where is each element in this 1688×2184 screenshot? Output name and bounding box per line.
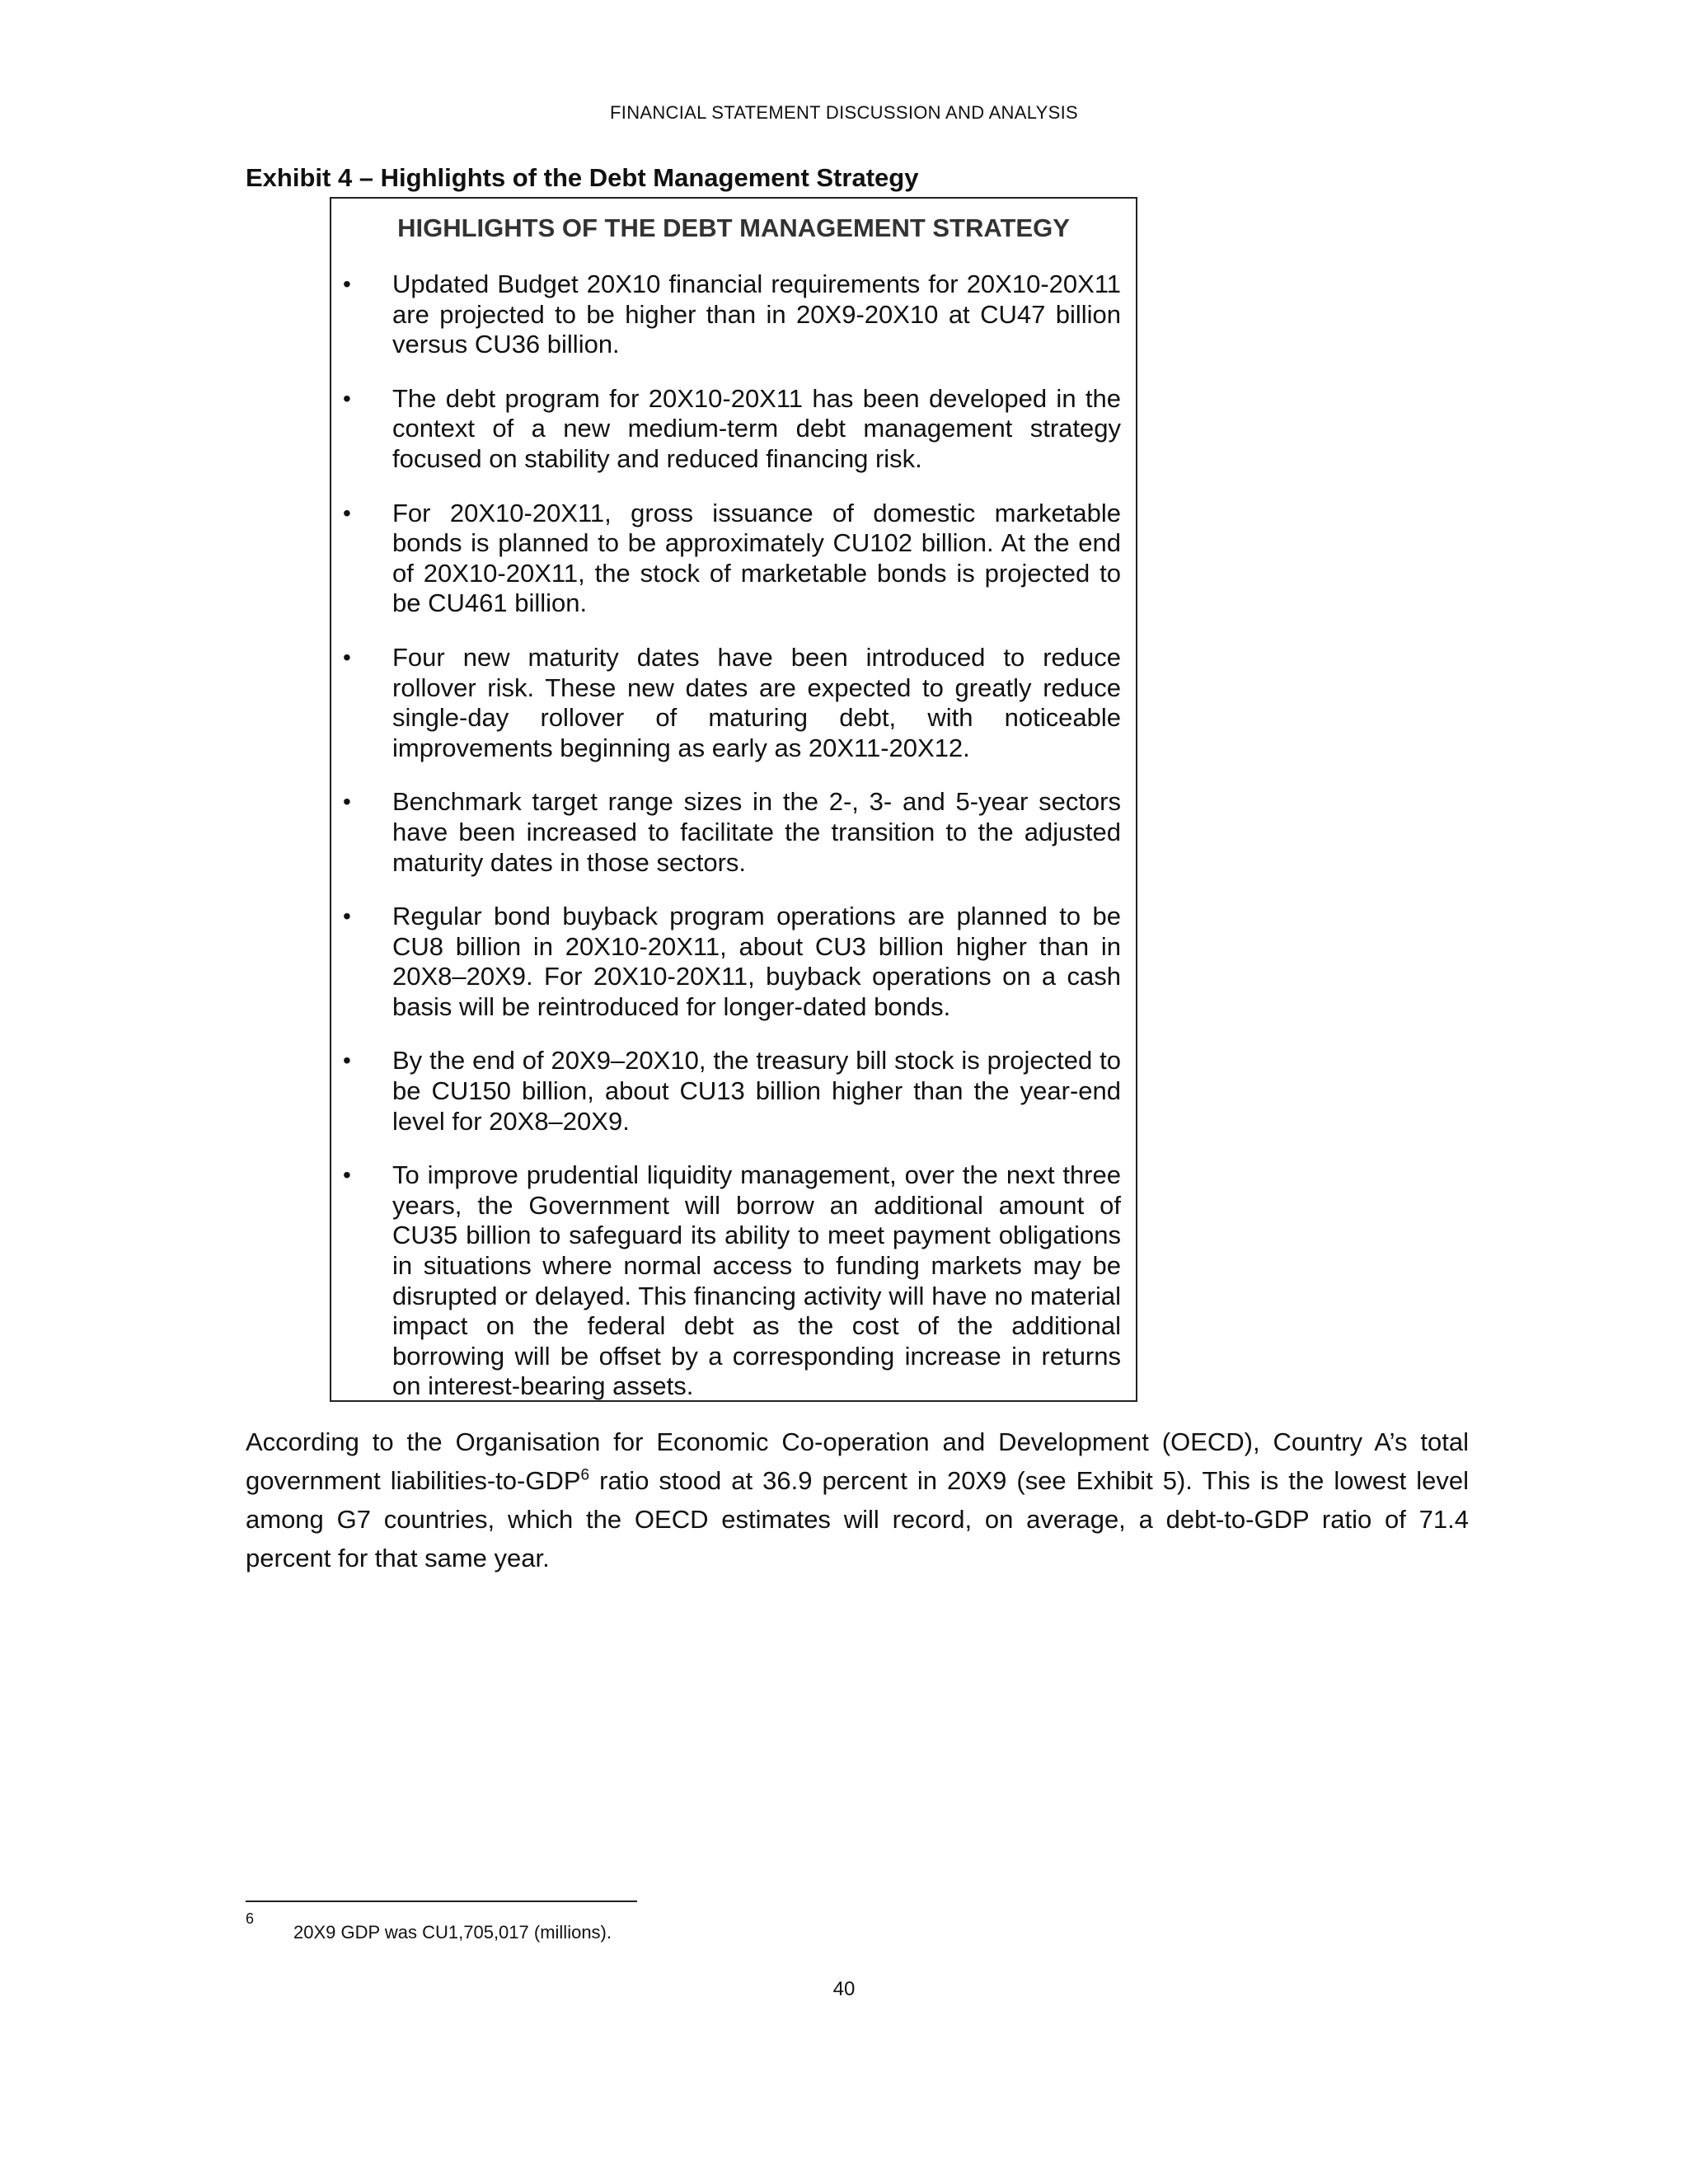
paragraph-text-part1: According to the Organisation for Economic Co-operation and Development (OECD), Country A’s total government liabilities-to-GDP <box>246 1427 1469 1495</box>
list-item <box>331 1046 1136 1137</box>
bullet-icon: • <box>343 271 351 297</box>
bullet-icon: • <box>343 385 351 411</box>
bullet-icon: • <box>343 789 351 815</box>
box-title: HIGHLIGHTS OF THE DEBT MANAGEMENT STRATEGY <box>397 213 1070 242</box>
body-paragraph <box>246 1422 1469 1577</box>
running-header: FINANCIAL STATEMENT DISCUSSION AND ANALYSIS <box>610 102 1078 123</box>
bullet-text: By the end of 20X9–20X10, the treasury bill stock is projected to be CU150 billion, about CU13 billion higher than the year-end level for 20X8–20X9. <box>392 1046 1121 1136</box>
exhibit-title: Exhibit 4 – Highlights of the Debt Management Strategy <box>246 163 919 192</box>
bullet-icon: • <box>343 1162 351 1188</box>
bullet-text: The debt program for 20X10-20X11 has been developed in the context of a new medium-term debt management strategy focused on stability and reduced financing risk. <box>392 383 1121 473</box>
bullet-icon: • <box>343 644 351 670</box>
highlights-list <box>331 269 1136 1426</box>
page-number: 40 <box>832 1978 856 2000</box>
bullet-text: Benchmark target range sizes in the 2-, 3- and 5-year sectors have been increased to facilitate the transition to the adjusted maturity dates in those sectors. <box>392 787 1121 877</box>
bullet-text: Regular bond buyback program operations are planned to be CU8 billion in 20X10-20X11, about CU3 billion higher than in 20X8–20X9. For 20X10-20X11, buyback operations on a cash basis will be reintroduced for longer-dated bonds. <box>392 902 1121 1021</box>
bullet-text: Four new maturity dates have been introduced to reduce rollover risk. These new dates are expected to greatly reduce single-day rollover of maturing debt, with noticeable improvements beginning as early as 20X11-20X12. <box>392 642 1121 762</box>
bullet-icon: • <box>343 1047 351 1074</box>
highlights-box <box>330 197 1137 1402</box>
bullet-icon: • <box>343 499 351 526</box>
bullet-icon: • <box>343 903 351 930</box>
paragraph-text-part2: ratio stood at 36.9 percent in 20X9 (see Exhibit 5). This is the lowest level among G7 countries, which the OECD estimates will record, on average, a debt-to-GDP ratio of 71.4 percent for that same year. <box>246 1466 1469 1572</box>
list-item <box>331 384 1136 475</box>
list-item <box>331 1160 1136 1402</box>
list-item <box>331 499 1136 619</box>
bullet-text: For 20X10-20X11, gross issuance of domestic marketable bonds is planned to be approximately CU102 billion. At the end of 20X10-20X11, the stock of marketable bonds is projected to be CU461 billion. <box>392 498 1121 618</box>
footnote-reference[interactable]: 6 <box>580 1466 590 1484</box>
bullet-text: Updated Budget 20X10 financial requirements for 20X10-20X11 are projected to be higher than in 20X9-20X10 at CU47 billion versus CU36 billion. <box>392 269 1121 359</box>
list-item <box>331 902 1136 1022</box>
footnote-divider <box>246 1900 637 1902</box>
footnote-text: 20X9 GDP was CU1,705,017 (millions). <box>293 1922 612 1943</box>
list-item <box>331 269 1136 360</box>
bullet-text: To improve prudential liquidity management, over the next three years, the Government will borrow an additional amount of CU35 billion to safeguard its ability to meet payment obligations in situations where normal access to funding markets may be disrupted or delayed. This financing activity will have no material impact on the federal debt as the cost of the additional borrowing will be offset by a corresponding increase in returns on interest-bearing assets. <box>392 1160 1121 1401</box>
footnote-number: 6 <box>246 1910 255 1927</box>
list-item <box>331 643 1136 763</box>
list-item <box>331 787 1136 878</box>
